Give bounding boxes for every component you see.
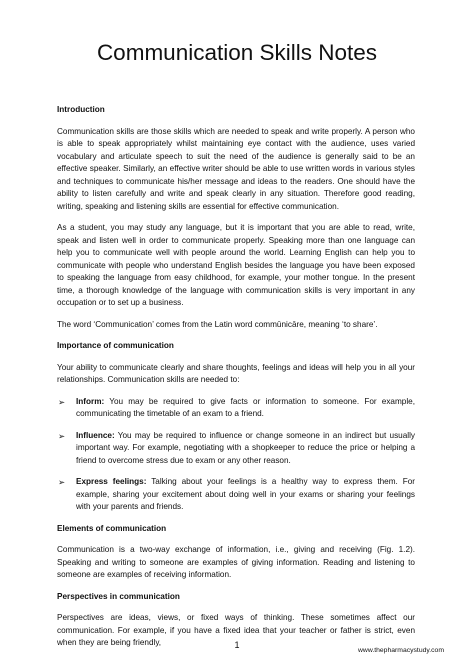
importance-paragraph: Your ability to communicate clearly and share thoughts, feelings and ideas will help you in all your relationships. Communication skills are needed to:	[57, 362, 415, 384]
bullet-text: You may be required to give facts or information to someone. For example, communicating the timetable of an exam to a friend.	[76, 396, 415, 418]
perspectives-paragraph: Perspectives are ideas, views, or fixed ways of thinking. These sometimes affect our communication. For example, if you have a fixed idea that your teacher or father is strict, even when they are being friendly,	[57, 613, 415, 647]
list-item	[57, 430, 415, 468]
footer-website-url[interactable]: www.thepharmacystudy.com	[358, 647, 444, 654]
bullet-term: Inform:	[76, 396, 105, 406]
intro-paragraph-1: Communication skills are those skills which are needed to speak and write properly. A person who is able to speak appropriately whilst maintaining eye contact with the audience, uses varied vocabulary and articulate speech to suit the need of the audience is generally said to be an effective speaker. Similarly, an effective writer should be able to use written words in various styles and techniques to communicate his/her message and ideas to the readers. One should have the ability to listen carefully and write and speak clearly in any situation. Therefore good reading, writing, speaking and listening skills are essential for effective communication.	[57, 126, 415, 211]
intro-paragraph-2: As a student, you may study any language, but it is important that you are able to read, write, speak and listen well in order to communicate properly. Speaking more than one language can help you to communicate well with people around the world. Learning English can help you to communicate with people who understand English besides the language you have been exposed to speaking the language from easy childhood, for example, your mother tongue. In the present time, a thorough knowledge of the language with communication skills is very important in any occupation or to set up a business.	[57, 223, 415, 307]
page-number: 1	[234, 640, 240, 650]
heading-importance: Importance of communication	[57, 341, 174, 350]
bullet-term: Express feelings:	[76, 477, 147, 486]
heading-perspectives: Perspectives in communication	[57, 591, 180, 601]
bullet-text: Talking about your feelings is a healthy way to express them. For example, sharing your excitement about doing well in your exams or sharing your feelings with your parents and friends.	[76, 477, 415, 511]
bullet-term: Influence:	[76, 430, 115, 440]
elements-paragraph: Communication is a two-way exchange of information, i.e., giving and receiving (Fig. 1.2). Speaking and writing to someone are examples of giving information. Reading and listening to someone are examples of receiving information.	[57, 545, 415, 579]
arrow-bullet-icon: ➢	[58, 477, 66, 487]
page-title: Communication Skills Notes	[96, 40, 378, 65]
list-item	[57, 396, 415, 421]
list-item	[57, 476, 415, 514]
arrow-bullet-icon: ➢	[58, 396, 66, 407]
heading-introduction: Introduction	[57, 105, 105, 114]
intro-paragraph-3: The word ‘Communication’ comes from the Latin word commūnicāre, meaning ‘to share’.	[57, 319, 378, 329]
bullet-text: You may be required to influence or change someone in an indirect but usually important way. For example, negotiating with a shopkeeper to reduce the price or helping a friend to overcome stress due to exam or any other reason.	[76, 430, 415, 465]
arrow-bullet-icon: ➢	[58, 430, 66, 441]
importance-bullet-list	[57, 396, 415, 514]
heading-elements: Elements of communication	[57, 523, 167, 533]
document-body	[57, 104, 415, 659]
